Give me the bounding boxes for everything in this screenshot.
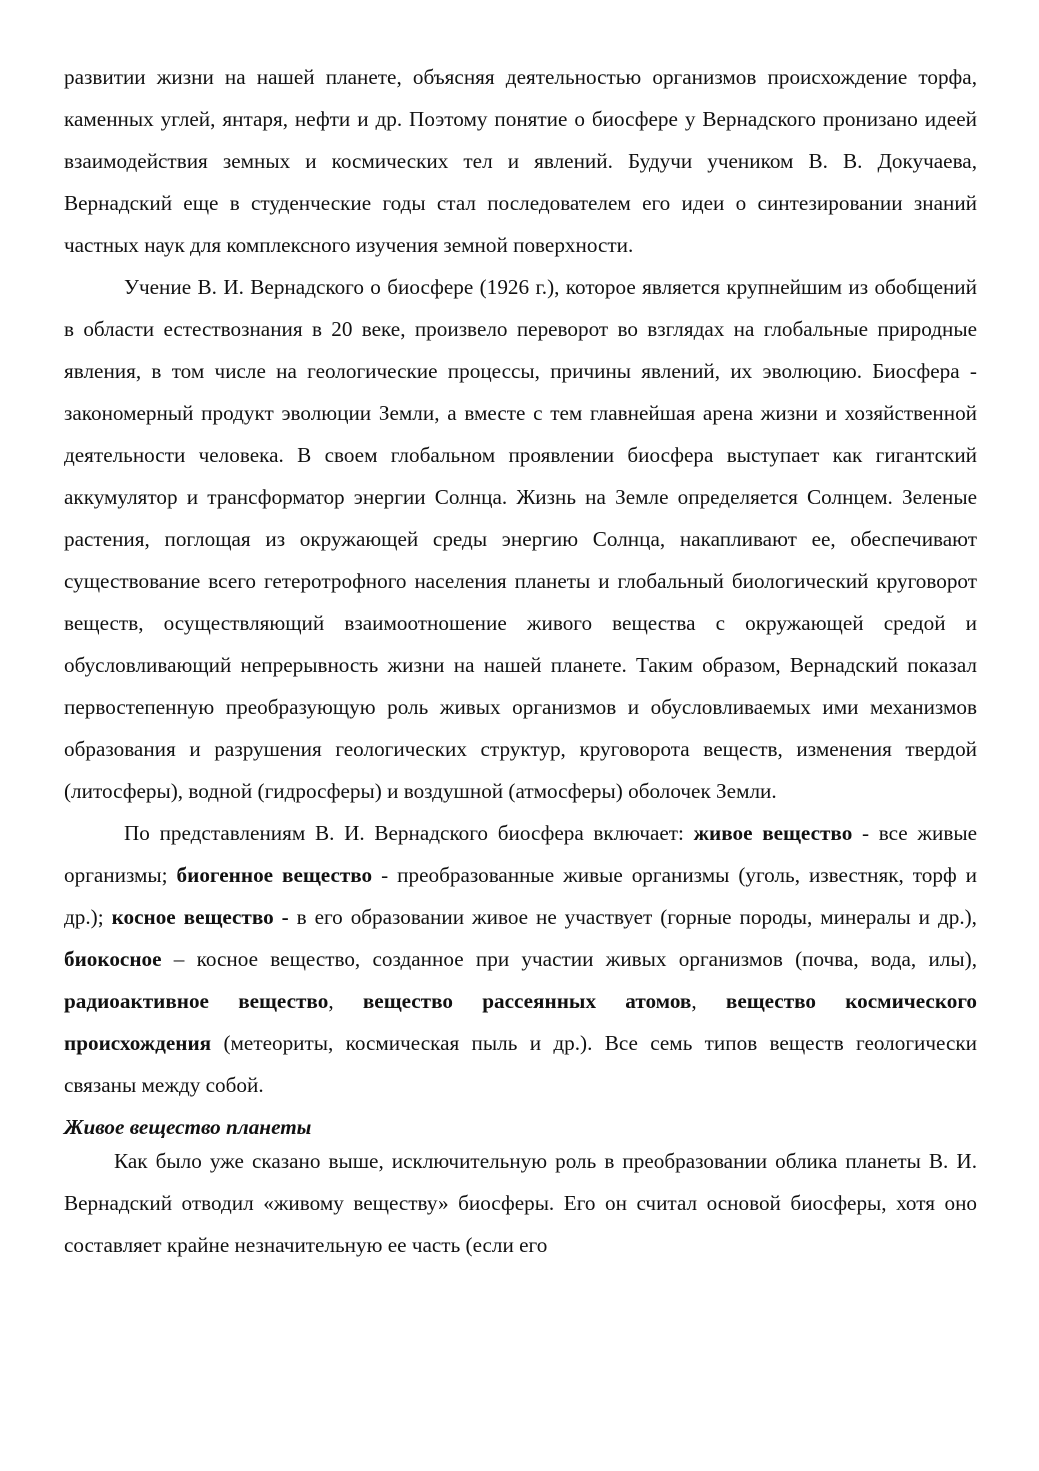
p3-sep-5: , xyxy=(328,989,363,1013)
p3-text-7: (метеориты, космическая пыль и др.). Все семь типов веществ геологически связаны между собой. xyxy=(64,1031,977,1097)
term-inert-matter: косное вещество - xyxy=(111,905,289,929)
p3-text-4: – косное вещество, созданное при участии живых организмов (почва, вода, илы), xyxy=(161,947,977,971)
paragraph-3 xyxy=(64,812,977,1106)
term-scattered-atoms: вещество рассеянных атомов xyxy=(362,989,692,1013)
p3-sep-6: , xyxy=(691,989,726,1013)
p3-text-3: в его образовании живое не участвует (горные породы, минералы и др.), xyxy=(288,905,977,929)
section-heading: Живое вещество планеты xyxy=(64,1115,312,1139)
term-bioinert-matter: биокосное xyxy=(64,947,162,971)
term-biogenic-matter: биогенное вещество xyxy=(176,863,373,887)
p3-intro: По представлениям В. И. Вернадского биосфера включает: xyxy=(124,821,694,845)
p3-text-2: - преобразованные живые организмы (уголь, известняк, торф и др.); xyxy=(64,863,977,929)
paragraph-1: развитии жизни на нашей планете, объясняя деятельностью организмов происхождение торфа, каменных углей, янтаря, нефти и др. Поэтому понятие о биосфере у Вернадского пронизано идеей взаимодействия земных и космических тел и явлений. Будучи учеником В. В. Докучаева, Вернадский еще в студенческие годы стал последователем его идеи о синтезировании знаний частных наук для комплексного изучения земной поверхности. xyxy=(64,65,977,257)
p3-text-1: - все живые организмы; xyxy=(64,821,978,887)
document-page xyxy=(64,56,977,1266)
term-living-matter: живое вещество xyxy=(693,821,853,845)
paragraph-4: Как было уже сказано выше, исключительную роль в преобразовании облика планеты В. И. Вернадский отводил «живому веществу» биосферы. Его он считал основой биосферы, хотя оно составляет крайне незначительную ее часть (если его xyxy=(64,1149,977,1257)
term-cosmic-matter: вещество космического происхождения xyxy=(64,989,978,1055)
term-radioactive-matter: радиоактивное вещество xyxy=(64,989,329,1013)
paragraph-2: Учение В. И. Вернадского о биосфере (1926 г.), которое является крупнейшим из обобщений в области естествознания в 20 веке, произвело переворот во взглядах на глобальные природные явления, в том числе на геологические процессы, причины явлений, их эволюцию. Биосфера - закономерный продукт эволюции Земли, а вместе с тем главнейшая арена жизни и хозяйственной деятельности человека. В своем глобальном проявлении биосфера выступает как гигантский аккумулятор и трансформатор энергии Солнца. Жизнь на Земле определяется Солнцем. Зеленые растения, поглощая из окружающей среды энергию Солнца, накапливают ее, обеспечивают существование всего гетеротрофного населения планеты и глобальный биологический круговорот веществ, осуществляющий взаимоотношение живого вещества с окружающей средой и обусловливающий непрерывность жизни на нашей планете. Таким образом, Вернадский показал первостепенную преобразующую роль живых организмов и обусловливаемых ими механизмов образования и разрушения геологических структур, круговорота веществ, изменения твердой (литосферы), водной (гидросферы) и воздушной (атмосферы) оболочек Земли. xyxy=(64,275,977,803)
